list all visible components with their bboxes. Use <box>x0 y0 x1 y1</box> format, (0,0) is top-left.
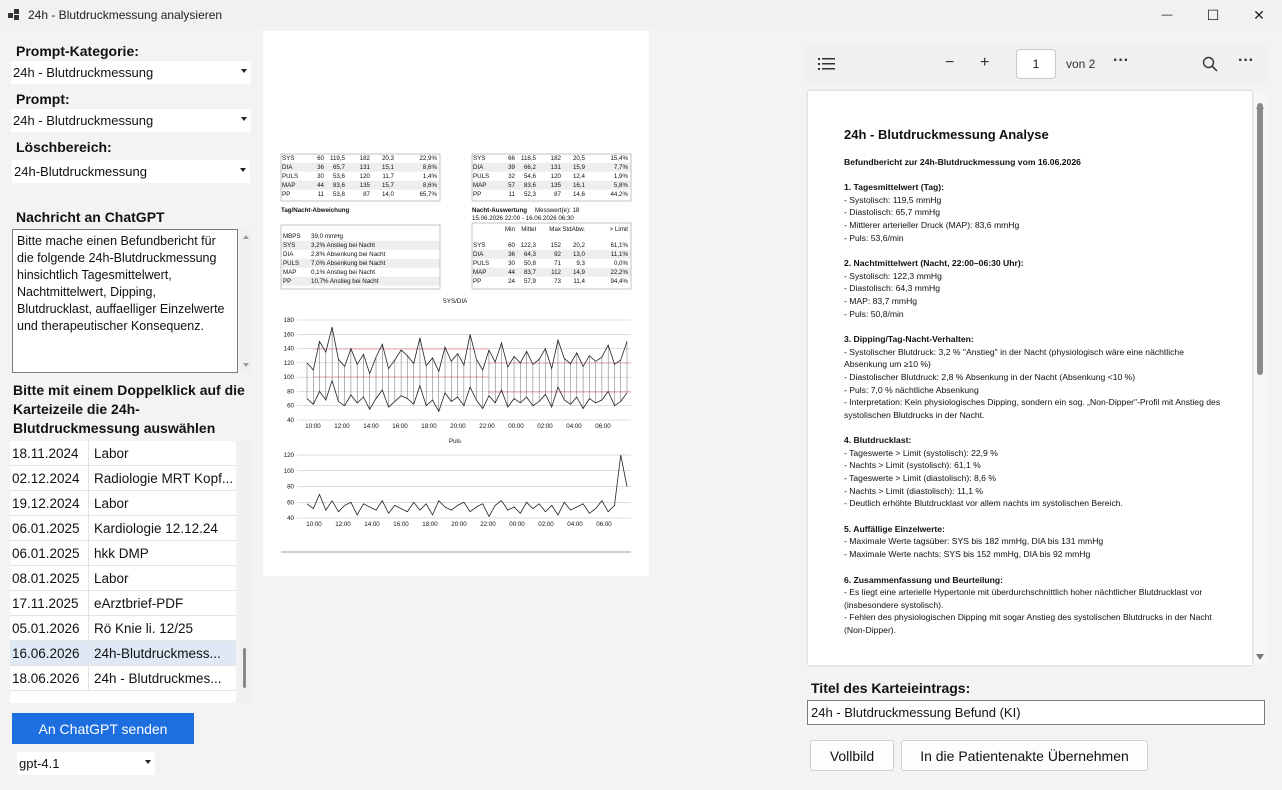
night-header: Max <box>549 226 561 233</box>
chart1-xtick: 22:00 <box>479 423 495 430</box>
list-item[interactable] <box>10 591 236 616</box>
night-cell: 112 <box>551 269 561 276</box>
pdf-subheading: Befundbericht zur 24h-Blutdruckmessung vom 16.06.2026 <box>844 156 1081 167</box>
pdf-section <box>844 181 1224 244</box>
pdf-line: - Nachts > Limit (systolisch): 61,1 % <box>844 460 981 471</box>
all-table-cell: 20,5 <box>572 155 585 162</box>
day-table-cell: 15,1 <box>381 164 394 171</box>
chart1-ytick: 40 <box>287 417 294 424</box>
chart1-xtick: 14:00 <box>363 423 379 430</box>
entry-title: Kardiologie 12.12.24 <box>94 520 218 536</box>
list-item[interactable] <box>10 616 236 641</box>
night-cell: SYS <box>473 242 486 249</box>
all-table-cell: 16,1 <box>572 182 585 189</box>
night-header: Mittel <box>521 226 536 233</box>
pdf-section <box>844 434 1224 510</box>
night-cell: 11,1% <box>610 251 628 258</box>
pdf-section <box>844 257 1224 320</box>
pdf-section-title: 5. Auffällige Einzelwerte: <box>844 523 945 534</box>
daynight-cell: MAP <box>283 269 297 276</box>
all-table-cell: 12,4 <box>572 173 585 180</box>
pdf-page <box>808 91 1252 665</box>
chart1-ytick: 100 <box>283 374 294 382</box>
all-table-cell: 7,7% <box>613 164 628 171</box>
pdf-section <box>844 574 1224 637</box>
daynight-cell: 7,0% Absenkung bei Nacht <box>311 260 386 267</box>
pdf-heading: 24h - Blutdruckmessung Analyse <box>844 127 1049 142</box>
row-stripe <box>473 250 631 259</box>
night-cell: 57,9 <box>523 278 536 285</box>
settings-more-icon[interactable]: ··· <box>1238 52 1254 69</box>
night-cell: 9,3 <box>576 260 585 267</box>
night-range: 15.06.2026 22:00 - 16.06.2026 06:30 <box>472 215 574 222</box>
chart1-xtick: 04:00 <box>566 423 582 430</box>
day-table-cell: 11,7 <box>382 173 394 180</box>
day-table-cell: 1,4% <box>422 173 437 180</box>
model-value: gpt-4.1 <box>19 756 60 771</box>
all-table-cell: 32 <box>508 173 515 180</box>
close-icon: ✕ <box>1253 6 1265 23</box>
chart2-ytick: 100 <box>283 467 294 475</box>
night-cell: 60 <box>508 242 515 249</box>
pdf-section-title: 2. Nachtmittelwert (Nacht, 22:00–06:30 Uhr): <box>844 258 1024 269</box>
instruction-text: Bitte mit einem Doppelklick auf die Karteizeile die 24h-Blutdruckmessung auswählen <box>13 382 245 436</box>
all-table-cell: 120 <box>550 173 561 180</box>
daynight-cell: 0,1% Anstieg bei Nacht <box>311 269 375 276</box>
zoom-in-icon[interactable]: + <box>980 54 990 71</box>
daynight-cell: 10,7% Anstieg bei Nacht <box>311 278 379 285</box>
page-number-input[interactable]: 1 <box>1016 49 1056 79</box>
prompt-value: 24h - Blutdruckmessung <box>13 113 154 128</box>
day-table-cell: 20,3 <box>381 155 394 162</box>
contents-list-icon[interactable] <box>818 57 836 71</box>
chart2-xtick: 02:00 <box>538 521 554 528</box>
night-cell: 61,1% <box>610 242 628 249</box>
day-table-cell: 53,6 <box>332 173 345 180</box>
chart2-xtick: 10:00 <box>306 521 322 528</box>
chart2-ytick: 40 <box>287 515 294 522</box>
daynight-cell: PP <box>283 278 292 285</box>
list-item[interactable] <box>10 491 236 516</box>
scroll-arrows-icon <box>240 229 252 373</box>
night-cell: 0,0% <box>613 260 628 267</box>
list-item[interactable] <box>10 641 236 666</box>
daynight-cell: SYS <box>283 242 296 249</box>
chart2-ytick: 80 <box>287 483 294 491</box>
entry-title: eArztbrief-PDF <box>94 595 184 611</box>
list-item[interactable] <box>10 516 236 541</box>
pdf-scroll-thumb[interactable] <box>1257 103 1263 375</box>
daynight-cell: DIA <box>283 251 294 258</box>
all-table-cell: 15,9 <box>572 164 585 171</box>
pdf-line: - Fehlen des physiologischen Dipping mit sogar Anstieg des systolischen Blutdrucks in der Nacht (Non-Dipper). <box>844 612 1212 635</box>
pdf-line: - Maximale Werte tagsüber: SYS bis 182 mmHg, DIA bis 131 mmHg <box>844 536 1104 547</box>
pdf-section <box>844 333 1224 421</box>
chart1-ytick: 180 <box>283 317 294 324</box>
prompt-category-select[interactable] <box>11 61 251 84</box>
night-header: Min <box>505 226 515 233</box>
pdf-line: - MAP: 83,7 mmHg <box>844 295 918 306</box>
delete-area-select[interactable] <box>12 160 250 183</box>
all-table-cell: MAP <box>473 182 487 189</box>
entry-date: 02.12.2024 <box>10 466 89 490</box>
night-title: Nacht-Auswertung <box>472 207 528 214</box>
window-title: 24h - Blutdruckmessung analysieren <box>28 8 223 22</box>
day-table-cell: 53,8 <box>332 191 345 198</box>
night-header: > Limit <box>609 226 628 233</box>
chart2-xtick: 20:00 <box>451 521 467 528</box>
pdf-line: - Systolischer Blutdruck: 3,2 % "Anstieg" in der Nacht (physiologisch wäre eine nächtliche Absenkung um ≥10 %) <box>844 346 1184 370</box>
chart1-ytick: 140 <box>283 345 294 353</box>
daynight-cell: 2,8% Absenkung bei Nacht <box>311 251 386 258</box>
chart1-ytick: 120 <box>283 359 294 367</box>
pdf-line: - Nachts > Limit (diastolisch): 11,1 % <box>844 485 984 496</box>
entry-date: 16.06.2026 <box>10 641 89 665</box>
night-cell: 14,9 <box>572 269 585 276</box>
chevron-down-icon <box>241 69 247 73</box>
night-cell: PP <box>473 278 482 285</box>
app-icon <box>8 9 20 21</box>
day-table-cell: 14,0 <box>381 191 394 198</box>
day-table-cell: 65,7% <box>419 191 437 198</box>
pdf-line: - Diastolisch: 65,7 mmHg <box>844 207 940 218</box>
day-table-cell: PP <box>282 191 291 198</box>
night-cell: MAP <box>473 269 487 276</box>
all-table-cell: DIA <box>473 164 484 171</box>
pdf-section-title: 1. Tagesmittelwert (Tag): <box>844 182 944 193</box>
pdf-line: - Systolisch: 119,5 mmHg <box>844 194 942 205</box>
list-item[interactable] <box>10 566 236 591</box>
chevron-down-icon <box>240 168 246 172</box>
pdf-line: - Tageswerte > Limit (diastolisch): 8,6 % <box>844 473 996 484</box>
all-table-cell: 118,5 <box>520 155 536 162</box>
pdf-section-title: 4. Blutdrucklast: <box>844 435 912 446</box>
chart1-xtick: 02:00 <box>537 423 553 430</box>
maximize-icon: ☐ <box>1206 6 1220 23</box>
chart1-xtick: 06:00 <box>595 423 611 430</box>
pdf-line: - Systolisch: 122,3 mmHg <box>844 270 942 281</box>
dia-line <box>307 381 627 412</box>
list-item[interactable] <box>10 541 236 566</box>
daynight-cell: 3,2% Anstieg bei Nacht <box>311 242 375 249</box>
pdf-scrollbar[interactable] <box>1254 91 1266 665</box>
list-item[interactable] <box>10 666 236 691</box>
chevron-down-icon <box>241 117 247 121</box>
chart2-xtick: 04:00 <box>567 521 583 528</box>
chart2-xtick: 06:00 <box>596 521 612 528</box>
send-to-chatgpt-button[interactable]: An ChatGPT senden <box>12 713 194 744</box>
night-cell: 24 <box>508 278 515 285</box>
day-table-cell: 15,7 <box>381 182 394 189</box>
all-table-cell: 83,6 <box>523 182 536 189</box>
minimize-button[interactable] <box>1144 0 1190 30</box>
day-table-cell: SYS <box>282 155 295 162</box>
entry-title: Labor <box>94 495 129 511</box>
puls-line <box>307 455 627 516</box>
pdf-line: - Tageswerte > Limit (systolisch): 22,9 % <box>844 447 998 458</box>
day-table-cell: MAP <box>282 182 296 189</box>
pdf-line: - Mittlerer arterieller Druck (MAP): 83,6 mmHg <box>844 219 1020 230</box>
all-table-cell: 131 <box>550 164 561 171</box>
chevron-down-icon <box>145 760 151 764</box>
maximize-button[interactable] <box>1190 0 1236 30</box>
chart1-title: SYS/DIA <box>442 298 468 305</box>
list-item[interactable] <box>10 466 236 491</box>
record-list <box>10 441 236 703</box>
more-options-icon[interactable]: ··· <box>1113 52 1129 69</box>
entry-title: 24h-Blutdruckmess... <box>94 645 221 661</box>
pdf-line: - Diastolischer Blutdruck: 2,8 % Absenkung in der Nacht (Absenkung <10 %) <box>844 371 1136 382</box>
pdf-line: - Puls: 53,6/min <box>844 232 904 243</box>
entry-title-label: Titel des Karteieintrags: <box>811 680 971 696</box>
chart2-ytick: 120 <box>283 452 294 459</box>
pdf-line: - Puls: 50,8/min <box>844 308 904 319</box>
prompt-select[interactable] <box>11 109 251 132</box>
night-cell: 44 <box>508 269 515 276</box>
entry-title: hkk DMP <box>94 545 149 561</box>
message-scrollbar[interactable] <box>240 229 252 373</box>
entry-date: 19.12.2024 <box>10 491 89 515</box>
daynight-cell: MBPS <box>283 233 301 240</box>
prompt-label: Prompt: <box>16 91 70 107</box>
night-cell: 30 <box>508 260 515 267</box>
prompt-category-label: Prompt-Kategorie: <box>16 43 139 59</box>
night-header: StdAbw. <box>562 226 585 233</box>
night-cell: PULS <box>473 260 490 267</box>
entry-title: 24h - Blutdruckmes... <box>94 670 222 686</box>
all-table-cell: 57 <box>508 182 515 189</box>
pdf-line: - Puls: 7,0 % nächtliche Absenkung <box>844 384 979 395</box>
entry-date: 08.01.2025 <box>10 566 89 590</box>
pdf-section-title: 6. Zusammenfassung und Beurteilung: <box>844 574 1004 585</box>
measurement-preview <box>263 31 649 576</box>
night-cell: 152 <box>550 242 561 249</box>
pdf-line: - Deutlich erhöhte Blutdrucklast vor allem nachts im systolischen Bereich. <box>844 498 1123 509</box>
chart1-xtick: 12:00 <box>334 423 350 430</box>
title-bar <box>0 0 1282 30</box>
fullscreen-button[interactable]: Vollbild <box>810 740 894 771</box>
night-cell: 50,8 <box>523 260 536 267</box>
chart2-ytick: 60 <box>287 499 294 507</box>
night-cell: 83,7 <box>523 269 536 276</box>
day-table-cell: PULS <box>282 173 299 180</box>
delete-area-value: 24h-Blutdruckmessung <box>14 164 147 179</box>
list-item[interactable] <box>10 441 236 466</box>
all-table-cell: 14,6 <box>572 191 585 198</box>
pdf-line: - Es liegt eine arterielle Hypertonie mit überdurchschnittlich hoher nächtlicher Blutdrucklast vor (insbesondere systolisch). <box>844 587 1203 610</box>
all-table-cell: 11 <box>508 191 515 198</box>
chart1-ytick: 160 <box>283 331 294 339</box>
page-count: von 2 <box>1066 57 1096 71</box>
entry-title: Labor <box>94 445 129 461</box>
zoom-out-icon[interactable]: − <box>945 54 955 71</box>
entry-title: Rö Knie li. 12/25 <box>94 620 194 636</box>
entry-date: 06.01.2025 <box>10 541 89 565</box>
transfer-to-record-button[interactable]: In die Patientenakte Übernehmen <box>901 740 1148 771</box>
all-table-cell: 44,2% <box>610 191 628 198</box>
pdf-section <box>844 523 1224 561</box>
entry-date: 17.11.2025 <box>10 591 89 615</box>
night-cell: 92 <box>554 251 561 258</box>
chart1-xtick: 00:00 <box>508 423 524 430</box>
night-cell: 94,4% <box>610 278 628 285</box>
night-cell: 22,2% <box>610 269 628 276</box>
chart2-xtick: 16:00 <box>393 521 409 528</box>
night-cell: 36 <box>508 251 515 258</box>
chart1-xtick: 18:00 <box>421 423 437 430</box>
pdf-report-text <box>844 129 1224 637</box>
measurement-report-graphic <box>263 31 649 576</box>
all-table-cell: PP <box>473 191 482 198</box>
day-table-cell: 44 <box>317 182 324 189</box>
pdf-line: - Maximale Werte nachts: SYS bis 152 mmHg, DIA bis 92 mmHg <box>844 549 1091 560</box>
close-button[interactable] <box>1236 0 1282 30</box>
all-table-cell: 1,9% <box>613 173 628 180</box>
entry-date: 18.06.2026 <box>10 666 89 690</box>
all-table-cell: 66,2 <box>523 164 536 171</box>
night-count: Messwert(e): 18 <box>535 207 580 214</box>
daynight-cell: PULS <box>283 260 300 267</box>
all-table-cell: PULS <box>473 173 490 180</box>
day-table-cell: 65,7 <box>332 164 345 171</box>
day-table-cell: 11 <box>317 191 324 198</box>
all-table-cell: 5,8% <box>613 182 628 189</box>
delete-area-label: Löschbereich: <box>16 139 112 155</box>
message-textarea[interactable]: Bitte mache einen Befundbericht für die folgende 24h-Blutdruckmessung hinsichtlich Tagesmittelwert, Nachtmittelwert, Dipping, Blutdrucklast, auffaelliger Einzelwerte und therapeutischer Konsequenz. <box>12 229 238 373</box>
chart2-title: Puls <box>448 438 462 445</box>
chart1-ytick: 60 <box>287 402 294 410</box>
all-table-cell: 182 <box>550 155 561 162</box>
night-cell: 73 <box>554 278 561 285</box>
chart2-xtick: 12:00 <box>335 521 351 528</box>
all-table-cell: 135 <box>550 182 561 189</box>
day-table-cell: 8,6% <box>422 182 437 189</box>
night-cell: 13,0 <box>572 251 585 258</box>
day-table-cell: 131 <box>359 164 370 171</box>
pdf-section-title: 3. Dipping/Tag-Nacht-Verhalten: <box>844 334 974 345</box>
day-table-cell: 36 <box>317 164 324 171</box>
prompt-category-value: 24h - Blutdruckmessung <box>13 65 154 80</box>
all-table-cell: 87 <box>554 191 561 198</box>
model-select[interactable] <box>17 752 155 775</box>
record-list-scrollbar[interactable] <box>238 441 252 703</box>
day-table-cell: DIA <box>282 164 293 171</box>
entry-title: Labor <box>94 570 129 586</box>
night-cell: 11,4 <box>573 278 585 285</box>
all-table-cell: 15,4% <box>610 155 628 162</box>
day-table-cell: 119,5 <box>329 155 345 162</box>
minimize-icon: — <box>1161 9 1173 21</box>
day-table-cell: 22,9% <box>419 155 437 162</box>
all-table-cell: 52,3 <box>523 191 536 198</box>
chart1-xtick: 10:00 <box>305 423 321 430</box>
night-cell: 71 <box>554 260 561 267</box>
entry-date: 05.01.2026 <box>10 616 89 640</box>
scroll-thumb[interactable] <box>243 648 246 688</box>
daynight-cell: 39,0 mmHg <box>311 233 343 240</box>
entry-date: 06.01.2025 <box>10 516 89 540</box>
entry-title-input[interactable]: 24h - Blutdruckmessung Befund (KI) <box>807 700 1265 725</box>
chart1-ytick: 80 <box>287 388 294 396</box>
daynight-title: Tag/Nacht-Abweichung <box>281 207 350 214</box>
day-table-cell: 8,6% <box>422 164 437 171</box>
pdf-line: - Diastolisch: 64,3 mmHg <box>844 283 940 294</box>
search-icon[interactable] <box>1202 56 1218 72</box>
chart1-xtick: 16:00 <box>392 423 408 430</box>
day-table-cell: 87 <box>363 191 370 198</box>
day-table-cell: 120 <box>359 173 370 180</box>
entry-title: Radiologie MRT Kopf... <box>94 470 234 486</box>
chart2-xtick: 14:00 <box>364 521 380 528</box>
all-table-cell: SYS <box>473 155 486 162</box>
chart2-xtick: 00:00 <box>509 521 525 528</box>
day-table-cell: 83,6 <box>332 182 345 189</box>
all-table-cell: 66 <box>508 155 515 162</box>
chart2-xtick: 18:00 <box>422 521 438 528</box>
chart1-xtick: 20:00 <box>450 423 466 430</box>
pdf-toolbar <box>805 46 1267 82</box>
day-table-cell: 182 <box>359 155 370 162</box>
all-table-cell: 54,6 <box>523 173 536 180</box>
pdf-line: - Interpretation: Kein physiologisches Dipping, sondern ein sog. „Non-Dipper"-Profil mit Anstieg des systolischen Blutdrucks in der Nacht. <box>844 397 1221 420</box>
night-cell: 20,2 <box>572 242 585 249</box>
night-cell: 122,3 <box>520 242 536 249</box>
night-cell: DIA <box>473 251 484 258</box>
chart2-xtick: 22:00 <box>480 521 496 528</box>
day-table-cell: 60 <box>317 155 324 162</box>
entry-date: 18.11.2024 <box>10 441 89 465</box>
day-table-cell: 135 <box>359 182 370 189</box>
night-cell: 64,3 <box>523 251 536 258</box>
all-table-cell: 39 <box>508 164 515 171</box>
day-table-cell: 30 <box>317 173 324 180</box>
message-label: Nachricht an ChatGPT <box>16 209 165 225</box>
